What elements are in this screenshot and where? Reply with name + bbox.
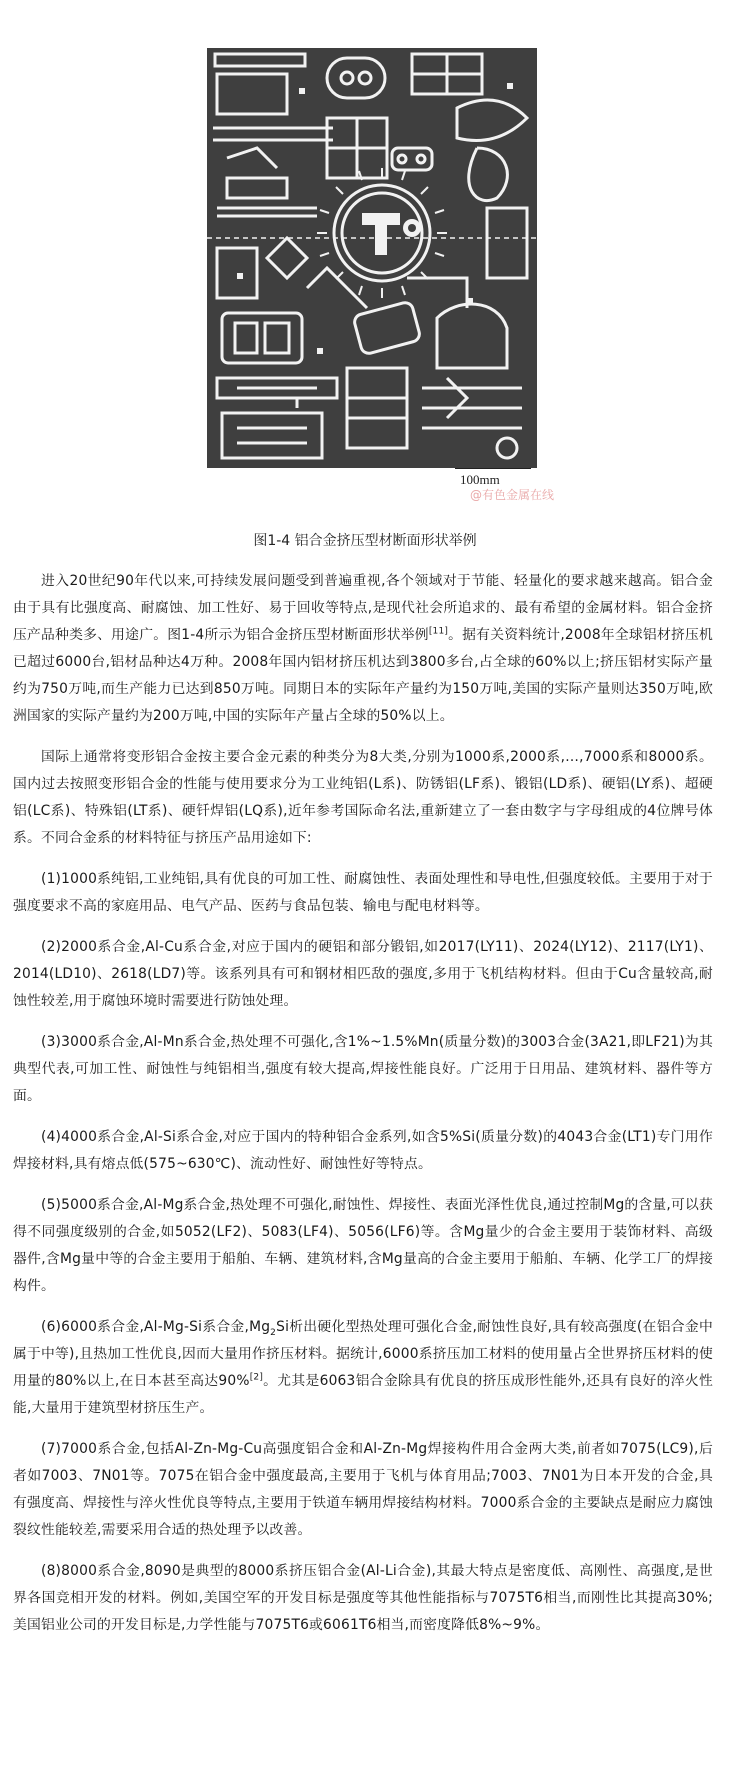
paragraph: (3)3000系合金,Al-Mn系合金,热处理不可强化,含1%~1.5%Mn(质量分数)的3003合金(3A21,即LF21)为其典型代表,可加工性、耐蚀性与纯铝相当,强度有较大提高,焊接性能良好。广泛用于日用品、建筑材料、器件等方面。 xyxy=(13,1034,713,1104)
aluminum-profiles-photo xyxy=(207,48,537,468)
paragraph: (2)2000系合金,Al-Cu系合金,对应于国内的硬铝和部分锻铝,如2017(LY11)、2024(LY12)、2117(LY1)、2014(LD10)、2618(LD7)等。该系列具有可和钢材相匹敌的强度,多用于飞机结构材料。但由于Cu含量较高,耐蚀性较差,用于腐蚀环境时需要进行防蚀处理。 xyxy=(13,939,713,1009)
article-body xyxy=(13,568,713,1653)
paragraph: 国际上通常将变形铝合金按主要合金元素的种类分为8大类,分别为1000系,2000系,…,7000系和8000系。国内过去按照变形铝合金的性能与使用要求分为工业纯铝(L系)、防锈铝(LF系)、锻铝(LD系)、硬铝(LY系)、超硬铝(LC系)、特殊铝(LT系)、硬钎焊铝(LQ系),近年参考国际命名法,重新建立了一套由数字与字母组成的4位牌号体系。不同合金系的材料特征与挤压产品用途如下: xyxy=(13,749,713,846)
paragraph: (4)4000系合金,Al-Si系合金,对应于国内的特种铝合金系列,如含5%Si(质量分数)的4043合金(LT1)专门用作焊接材料,具有熔点低(575~630℃)、流动性好、耐蚀性好等特点。 xyxy=(13,1129,713,1172)
paragraph: (6)6000系合金,Al-Mg-Si系合金$,Mg_2Si$析出硬化型热处理可强化合金,耐蚀性良好,具有较高强度(在铝合金中属于中等),且热加工性优良,因而大量用作挤压材料。据统计,6000系挤压加工材料的使用量占全世界挤压材料的使用量的80%以上,在日本甚至高达90%[2]。尤其是6063铝合金除具有优良的挤压成形性能外,还具有良好的淬火性能,大量用于建筑型材挤压生产。 xyxy=(13,1319,713,1416)
citation[interactable]: [2] xyxy=(249,1372,264,1383)
figure-caption: 图1-4 铝合金挤压型材断面形状举例 xyxy=(253,533,477,549)
paragraph: (1)1000系纯铝,工业纯铝,具有优良的可加工性、耐腐蚀性、表面处理性和导电性,但强度较低。主要用于对于强度要求不高的家庭用品、电气产品、医药与食品包装、输电与配电材料等。 xyxy=(13,871,713,914)
scale-bar xyxy=(455,468,531,469)
paragraph: (8)8000系合金,8090是典型的8000系挤压铝合金(Al-Li合金),其最大特点是密度低、高刚性、高强度,是世界各国竞相开发的材料。例如,美国空军的开发目标是强度等其他性能指标与7075T6相当,而刚性比其提高30%;美国铝业公司的开发目标是,力学性能与7075T6或6061T6相当,而密度降低8%~9%。 xyxy=(13,1563,713,1633)
scale-label: 100mm xyxy=(460,472,500,487)
watermark: @有色金属在线 xyxy=(470,488,555,502)
paragraph: (5)5000系合金,Al-Mg系合金,热处理不可强化,耐蚀性、焊接性、表面光泽性优良,通过控制Mg的含量,可以获得不同强度级别的合金,如5052(LF2)、5083(LF4)、5056(LF6)等。含Mg量少的合金主要用于装饰材料、高级器件,含Mg量中等的合金主要用于船舶、车辆、建筑材料,含Mg量高的合金主要用于船舶、车辆、化学工厂的焊接构件。 xyxy=(13,1197,713,1294)
citation[interactable]: [11] xyxy=(428,626,449,637)
paragraph: 进入20世纪90年代以来,可持续发展问题受到普遍重视,各个领域对于节能、轻量化的要求越来越高。铝合金由于具有比强度高、耐腐蚀、加工性好、易于回收等特点,是现代社会所追求的、最有希望的金属材料。铝合金挤压产品种类多、用途广。图1-4所示为铝合金挤压型材断面形状举例[11]。据有关资料统计,2008年全球铝材挤压机已超过6000台,铝材品种达4万种。2008年国内铝材挤压机达到3800多台,占全球的60%以上;挤压铝材实际产量约为750万吨,而生产能力已达到850万吨。同期日本的实际年产量约为150万吨,美国的实际产量则达350万吨,欧洲国家的实际产量约为200万吨,中国的实际年产量占全球的50%以上。 xyxy=(13,573,714,724)
paragraph: (7)7000系合金,包括Al-Zn-Mg-Cu高强度铝合金和Al-Zn-Mg焊接构件用合金两大类,前者如7075(LC9),后者如7003、7N01等。7075在铝合金中强度最高,主要用于飞机与体育用品;7003、7N01为日本开发的合金,具有强度高、焊接性与淬火性优良等特点,主要用于铁道车辆用焊接结构材料。7000系合金的主要缺点是耐应力腐蚀裂纹性能较差,需要采用合适的热处理予以改善。 xyxy=(13,1441,713,1538)
figure xyxy=(0,0,730,520)
